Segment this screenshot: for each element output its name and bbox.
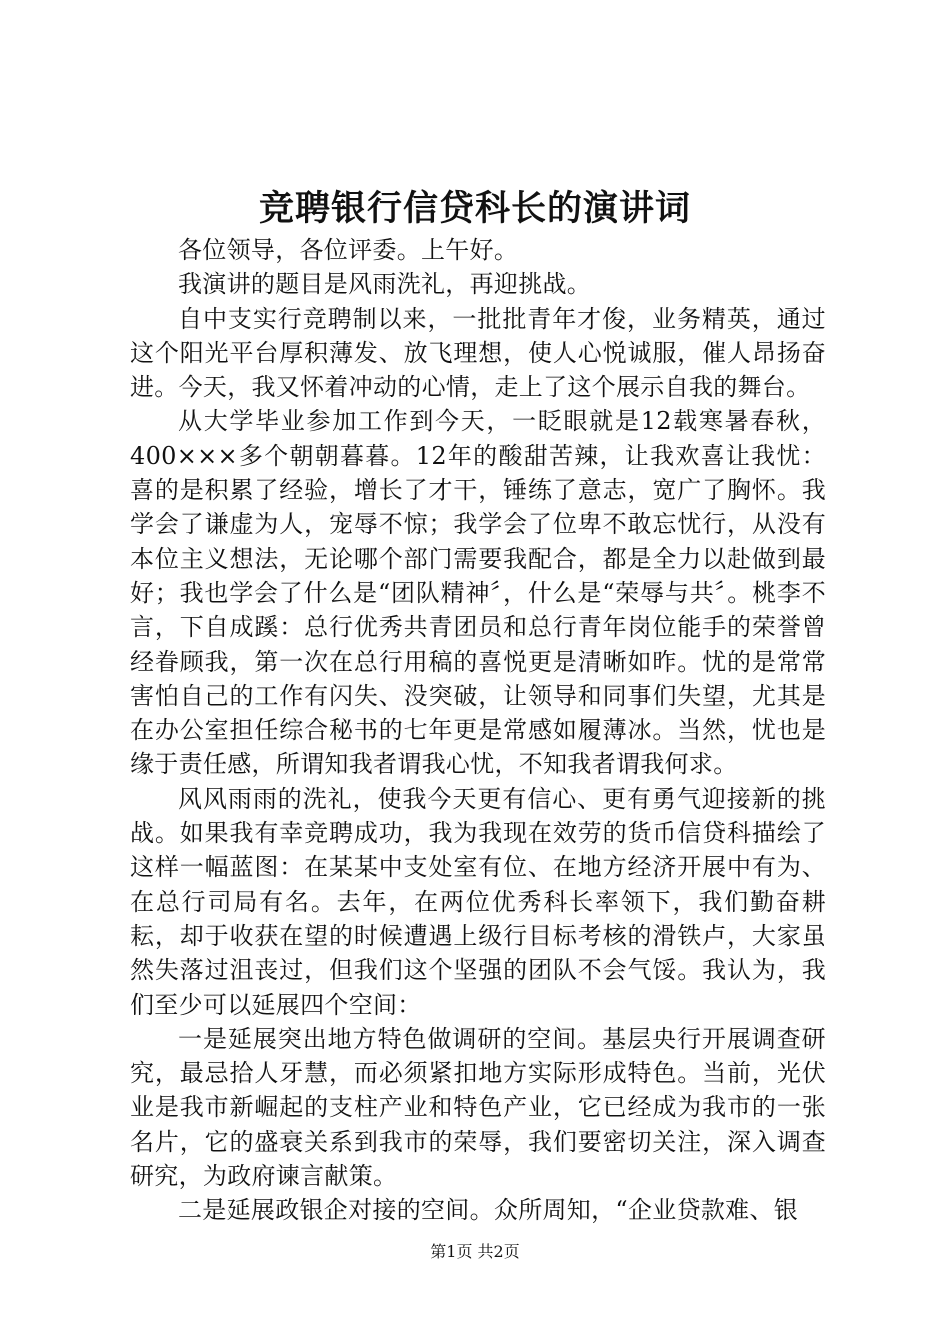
paragraph: 从大学毕业参加工作到今天，一眨眼就是12载寒暑春秋，400×××多个朝朝暮暮。12年的酸甜苦辣，让我欢喜让我忧：喜的是积累了经验，增长了才干，锤练了意志，宽广了胸怀。我学会了谦虚为人，宠辱不惊；我学会了位卑不敢忘忧行，从没有本位主义想法，无论哪个部门需要我配合，都是全力以赴做到最好；我也学会了什么是“团队精神〞，什么是“荣辱与共〞。桃李不言，下自成蹊：总行优秀共青团员和总行青年岗位能手的荣誉曾经眷顾我，第一次在总行用稿的喜悦更是清晰如昨。忧的是常常害怕自己的工作有闪失、没突破，让领导和同事们失望，尤其是在办公室担任综合秘书的七年更是常感如履薄冰。当然，忧也是缘于责任感，所谓知我者谓我心忧，不知我者谓我何求。 bbox=[130, 407, 826, 779]
paragraph: 一是延展突出地方特色做调研的空间。基层央行开展调查研究，最忌拾人牙慧，而必须紧扣地方实际形成特色。当前，光伏业是我市新崛起的支柱产业和特色产业，它已经成为我市的一张名片，它的盛衰关系到我市的荣辱，我们要密切关注，深入调查研究，为政府谏言献策。 bbox=[130, 1024, 826, 1191]
document-body bbox=[130, 233, 826, 1228]
paragraph: 风风雨雨的洗礼，使我今天更有信心、更有勇气迎接新的挑战。如果我有幸竞聘成功，我为我现在效劳的货币信贷科描绘了这样一幅蓝图：在某某中支处室有位、在地方经济开展中有为、在总行司局有名。去年，在两位优秀科长率领下，我们勤奋耕耘，却于收获在望的时候遭遇上级行目标考核的滑铁卢，大家虽然失落过沮丧过，但我们这个坚强的团队不会气馁。我认为，我们至少可以延展四个空间： bbox=[130, 784, 826, 1019]
paragraph: 自中支实行竞聘制以来，一批批青年才俊，业务精英，通过这个阳光平台厚积薄发、放飞理想，使人心悦诚服，催人昂扬奋进。今天，我又怀着冲动的心情，走上了这个展示自我的舞台。 bbox=[130, 304, 826, 402]
paragraph: 各位领导，各位评委。上午好。 bbox=[178, 236, 519, 264]
document-title: 竞聘银行信贷科长的演讲词 bbox=[258, 188, 691, 229]
paragraph: 我演讲的题目是风雨洗礼，再迎挑战。 bbox=[178, 270, 592, 299]
paragraph: 二是延展政银企对接的空间。众所周知，“企业贷款难、银 bbox=[178, 1196, 799, 1225]
page-number-footer: 第1页 共2页 bbox=[430, 1242, 520, 1261]
